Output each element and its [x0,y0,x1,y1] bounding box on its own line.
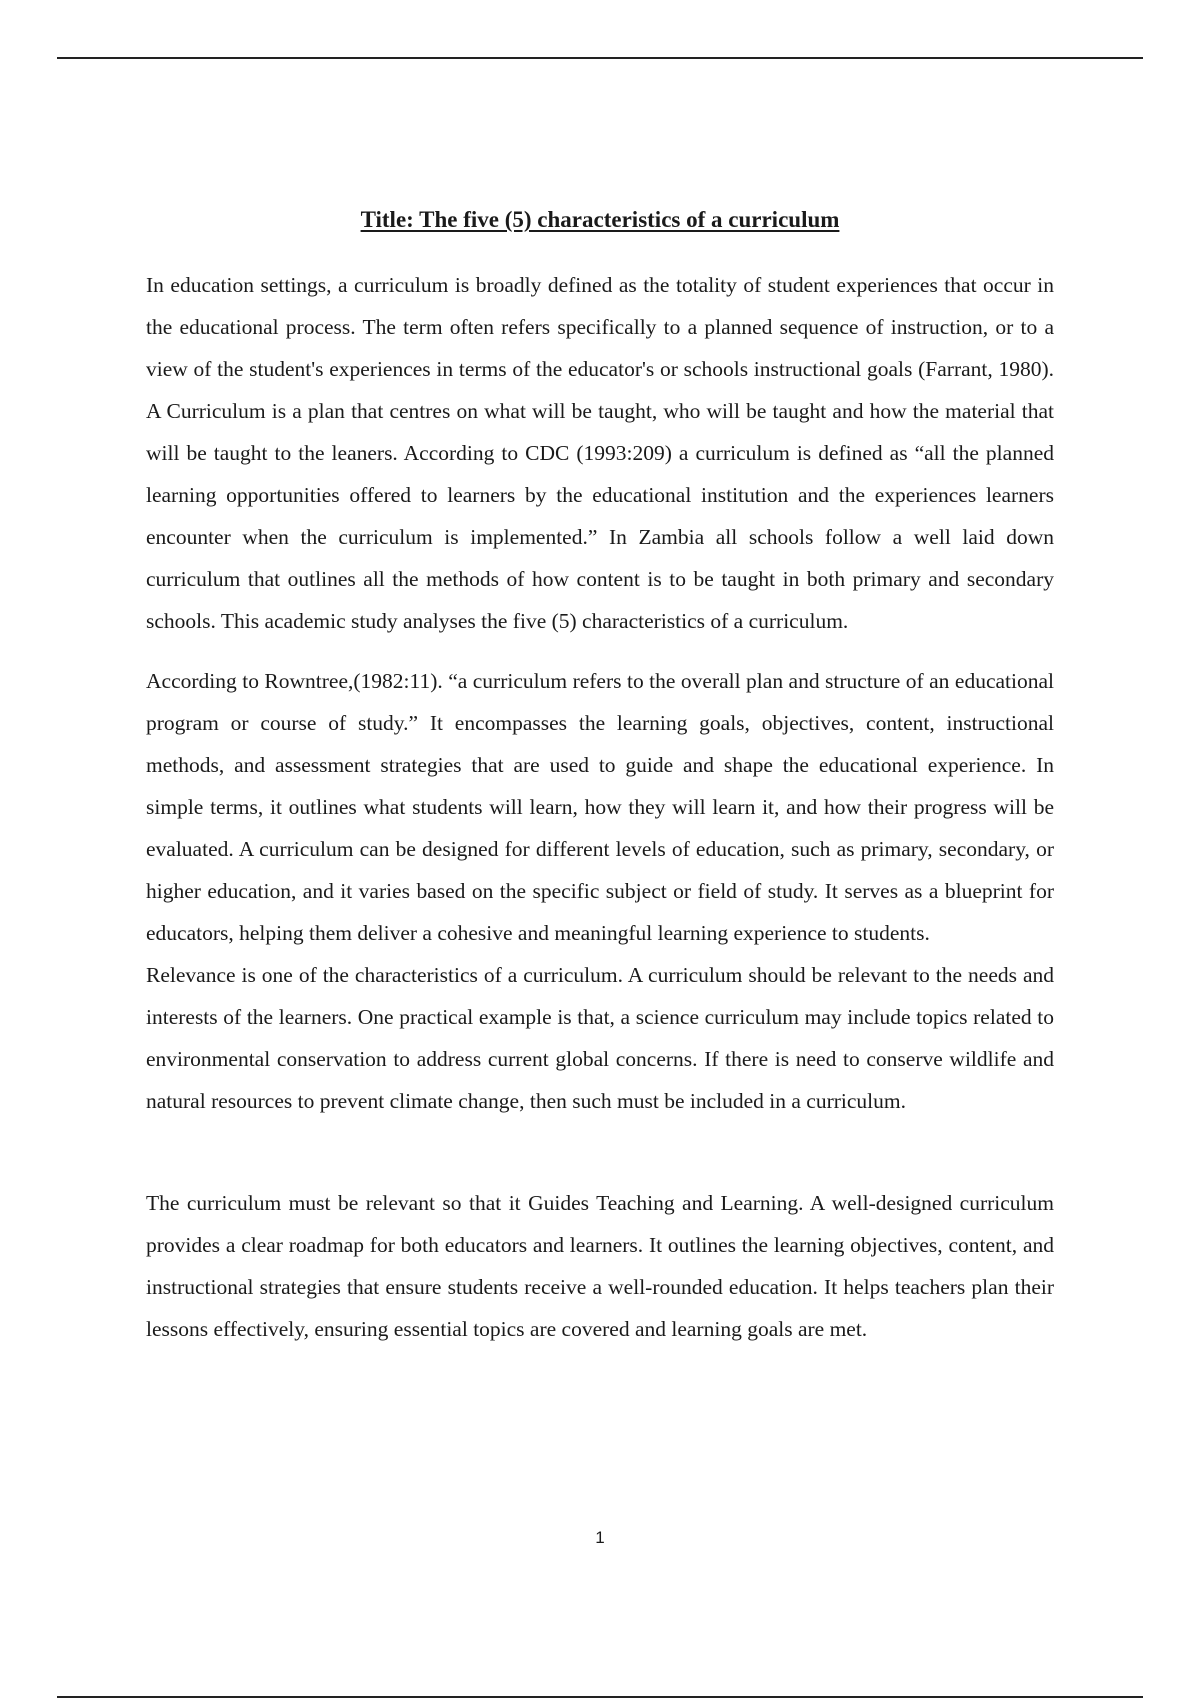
paragraph-definition: According to Rowntree,(1982:11). “a curriculum refers to the overall plan and structure of an educational program or course of study.” It encompasses the learning goals, objectives, content, instructional methods, and assessment strategies that are used to guide and shape the educational experience. In simple terms, it outlines what students will learn, how they will learn it, and how their progress will be evaluated. A curriculum can be designed for different levels of education, such as primary, secondary, or higher education, and it varies based on the specific subject or field of study. It serves as a blueprint for educators, helping them deliver a cohesive and meaningful learning experience to students. [146,669,1054,945]
document-title [146,204,1054,236]
footer-rule [57,1696,1143,1698]
page-number: 1 [595,1528,605,1547]
paragraph-relevance: Relevance is one of the characteristics of a curriculum. A curriculum should be relevant to the needs and interests of the learners. One practical example is that, a science curriculum may include topics related to environmental conservation to address current global concerns. If there is need to conserve wildlife and natural resources to prevent climate change, then such must be included in a curriculum. [146,963,1054,1113]
paragraph-introduction: In education settings, a curriculum is broadly defined as the totality of student experiences that occur in the educational process. The term often refers specifically to a planned sequence of instruction, or to a view of the student's experiences in terms of the educator's or schools instructional goals (Farrant, 1980). A Curriculum is a plan that centres on what will be taught, who will be taught and how the material that will be taught to the leaners. According to CDC (1993:209) a curriculum is defined as “all the planned learning opportunities offered to learners by the educational institution and the experiences learners encounter when the curriculum is implemented.” In Zambia all schools follow a well laid down curriculum that outlines all the methods of how content is to be taught in both primary and secondary schools. This academic study analyses the five (5) characteristics of a curriculum. [146,273,1054,633]
document-body [146,204,1054,1350]
document-title-text: Title: The five (5) characteristics of a curriculum [360,207,840,232]
header-rule [57,57,1143,59]
paragraph-guides-teaching: The curriculum must be relevant so that it Guides Teaching and Learning. A well-designed curriculum provides a clear roadmap for both educators and learners. It outlines the learning objectives, content, and instructional strategies that ensure students receive a well-rounded education. It helps teachers plan their lessons effectively, ensuring essential topics are covered and learning goals are met. [146,1191,1054,1341]
